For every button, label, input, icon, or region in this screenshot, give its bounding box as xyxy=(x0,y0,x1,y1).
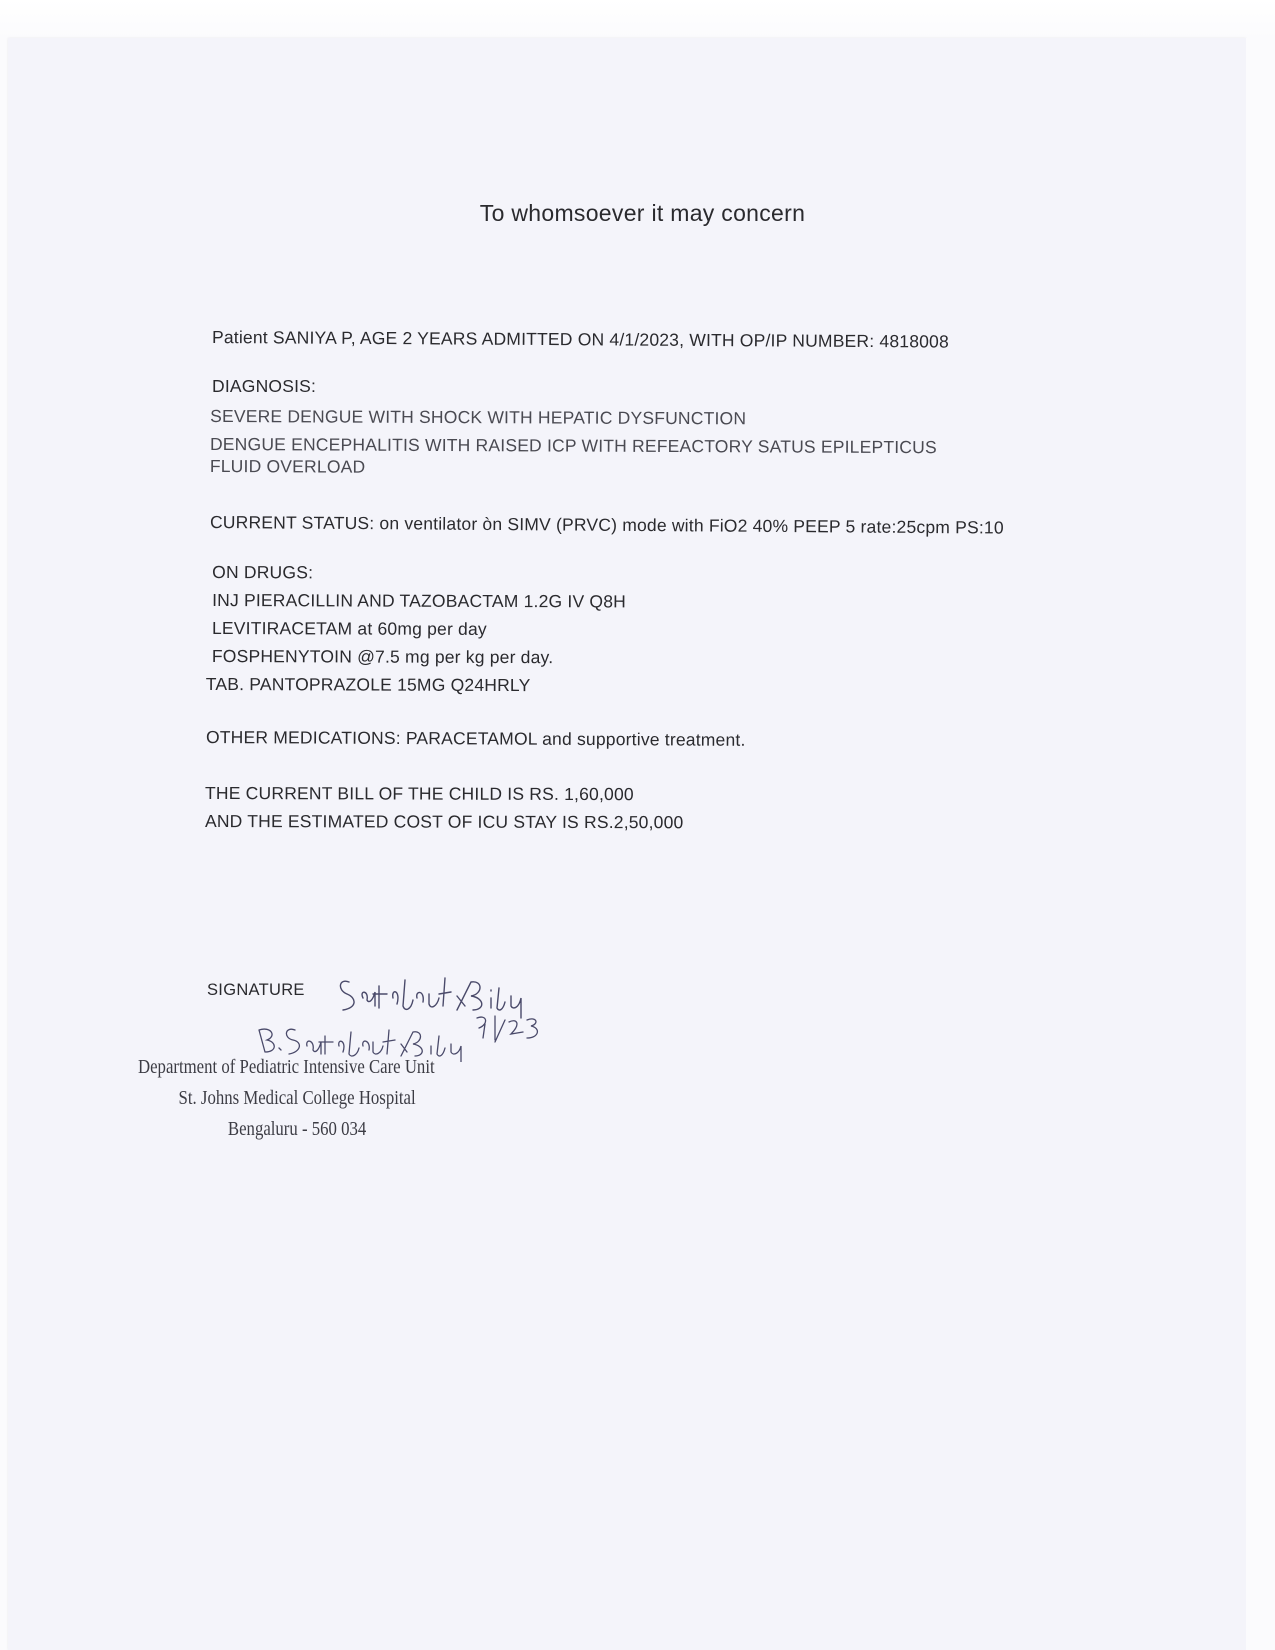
letter-title: To whomsoever it may concern xyxy=(479,200,806,226)
diagnosis-item: SEVERE DENGUE WITH SHOCK WITH HEPATIC DYSFUNCTION xyxy=(210,406,747,429)
drug-item: TAB. PANTOPRAZOLE 15MG Q24HRLY xyxy=(205,673,531,696)
diagnosis-list xyxy=(210,402,937,483)
drugs-section xyxy=(205,558,627,699)
diagnosis-item: DENGUE ENCEPHALITIS WITH RAISED ICP WITH REFEACTORY SATUS EPILEPTICUS xyxy=(209,434,937,458)
bill-section xyxy=(205,779,684,836)
drug-item: FOSPHENYTOIN @7.5 mg per kg per day. xyxy=(211,645,554,668)
department-stamp xyxy=(138,1052,456,1145)
signature-label: SIGNATURE xyxy=(207,981,305,999)
current-bill-line: THE CURRENT BILL OF THE CHILD IS RS. 1,60,000 xyxy=(205,783,634,805)
diagnosis-item: FLUID OVERLOAD xyxy=(209,455,366,477)
diagnosis-heading: DIAGNOSIS: xyxy=(212,376,317,396)
diagnosis-section xyxy=(212,372,316,400)
other-medications-line: OTHER MEDICATIONS: PARACETAMOL and supportive treatment. xyxy=(205,727,746,750)
patient-info-line: Patient SANIYA P, AGE 2 YEARS ADMITTED ON 4/1/2023, WITH OP/IP NUMBER: 4818008 xyxy=(211,327,950,352)
letter-sheet xyxy=(8,38,1246,1650)
estimated-cost-line: AND THE ESTIMATED COST OF ICU STAY IS RS.2,50,000 xyxy=(204,811,684,833)
stamp-hospital: St. Johns Medical College Hospital xyxy=(178,1088,416,1109)
scan-right-margin xyxy=(1246,38,1275,1650)
drugs-heading: ON DRUGS: xyxy=(212,562,314,583)
drug-item: INJ PIERACILLIN AND TAZOBACTAM 1.2G IV Q8H xyxy=(212,590,627,612)
current-status-line: CURRENT STATUS: on ventilator òn SIMV (PRVC) mode with FiO2 40% PEEP 5 rate:25cpm PS:10 xyxy=(209,512,1004,538)
scan-top-margin xyxy=(0,0,1275,38)
stamp-department: Department of Pediatric Intensive Care Unit xyxy=(138,1057,435,1078)
stamp-city: Bengaluru - 560 034 xyxy=(227,1119,367,1140)
drug-item: LEVITIRACETAM at 60mg per day xyxy=(211,618,487,639)
